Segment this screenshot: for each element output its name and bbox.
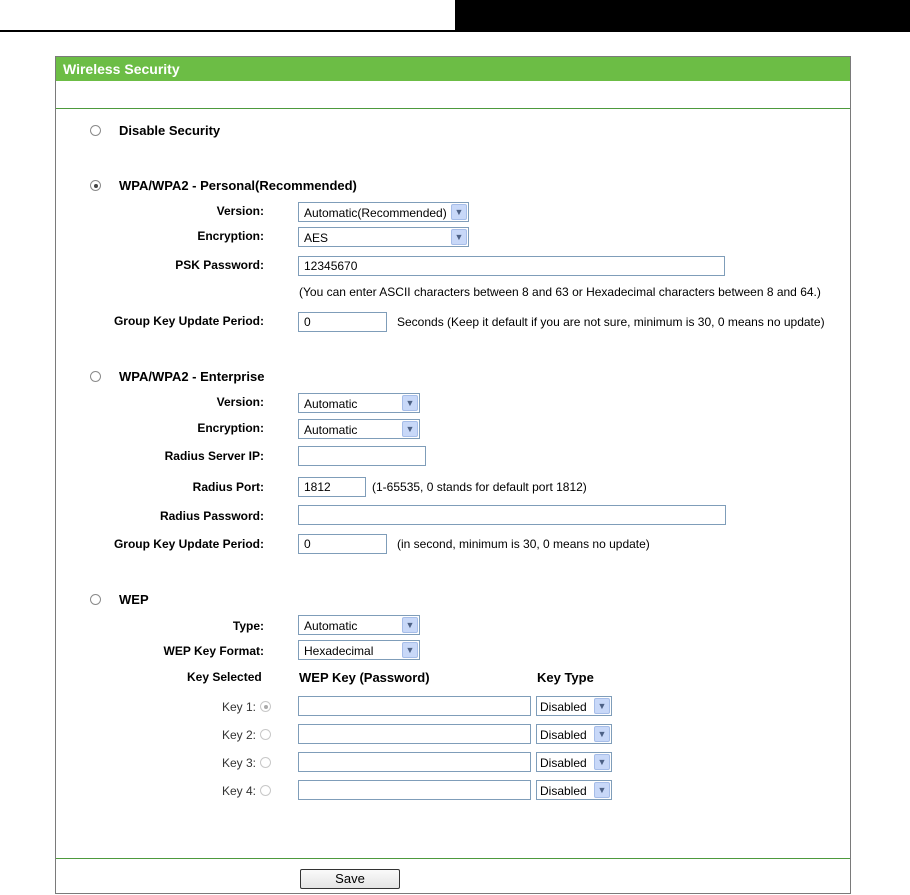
radius-port-input[interactable]: 1812 xyxy=(298,477,366,497)
col-key-selected: Key Selected xyxy=(187,670,262,684)
chevron-down-icon: ▼ xyxy=(451,204,467,220)
wpa-personal-label: WPA/WPA2 - Personal(Recommended) xyxy=(119,178,357,193)
key1-radio[interactable] xyxy=(260,701,271,712)
psk-password-label: PSK Password: xyxy=(175,258,264,272)
chevron-down-icon: ▼ xyxy=(594,698,610,714)
radius-password-label: Radius Password: xyxy=(159,509,264,523)
enterprise-encryption-value: Automatic xyxy=(304,423,358,437)
personal-version-label: Version: xyxy=(216,204,264,218)
personal-version-value: Automatic(Recommended) xyxy=(304,206,447,220)
personal-encryption-label: Encryption: xyxy=(197,229,264,243)
personal-encryption-value: AES xyxy=(304,231,329,245)
top-banner xyxy=(455,0,910,32)
top-rule xyxy=(0,30,455,32)
enterprise-encryption-label: Encryption: xyxy=(197,421,264,435)
enterprise-gkup-note: (in second, minimum is 30, 0 means no update) xyxy=(397,537,650,551)
key1-type-value: Disabled xyxy=(540,700,587,714)
wpa-enterprise-label: WPA/WPA2 - Enterprise xyxy=(119,369,265,384)
wep-label: WEP xyxy=(119,592,149,607)
chevron-down-icon: ▼ xyxy=(451,229,467,245)
key1-label: Key 1: xyxy=(221,700,256,714)
divider-bottom xyxy=(56,858,850,859)
key3-label: Key 3: xyxy=(221,756,256,770)
chevron-down-icon: ▼ xyxy=(594,726,610,742)
wpa-personal-radio[interactable] xyxy=(90,180,101,191)
chevron-down-icon: ▼ xyxy=(402,421,418,437)
personal-gkup-label: Group Key Update Period: xyxy=(113,314,264,328)
divider-top xyxy=(56,108,850,109)
personal-version-select[interactable] xyxy=(298,202,469,222)
key3-input[interactable] xyxy=(298,752,531,772)
wep-type-select[interactable] xyxy=(298,615,420,635)
enterprise-encryption-select[interactable] xyxy=(298,419,420,439)
radius-server-ip-label: Radius Server IP: xyxy=(164,449,264,463)
key3-radio[interactable] xyxy=(260,757,271,768)
key2-radio[interactable] xyxy=(260,729,271,740)
key4-type-value: Disabled xyxy=(540,784,587,798)
col-key-type: Key Type xyxy=(537,670,594,685)
wireless-security-panel xyxy=(55,56,851,894)
chevron-down-icon: ▼ xyxy=(594,754,610,770)
key1-input[interactable] xyxy=(298,696,531,716)
col-wep-key: WEP Key (Password) xyxy=(299,670,430,685)
key4-type-select[interactable] xyxy=(536,780,612,800)
wep-key-format-select[interactable] xyxy=(298,640,420,660)
personal-gkup-note: Seconds (Keep it default if you are not sure, minimum is 30, 0 means no update) xyxy=(397,315,825,329)
disable-security-radio[interactable] xyxy=(90,125,101,136)
chevron-down-icon: ▼ xyxy=(402,617,418,633)
psk-password-note: (You can enter ASCII characters between 8 and 63 or Hexadecimal characters between 8 and 64.) xyxy=(299,285,821,299)
disable-security-label: Disable Security xyxy=(119,123,221,138)
chevron-down-icon: ▼ xyxy=(402,395,418,411)
key3-type-select[interactable] xyxy=(536,752,612,772)
key4-input[interactable] xyxy=(298,780,531,800)
wep-radio[interactable] xyxy=(90,594,101,605)
radius-server-ip-input[interactable] xyxy=(298,446,426,466)
enterprise-gkup-input[interactable]: 0 xyxy=(298,534,387,554)
enterprise-version-select[interactable] xyxy=(298,393,420,413)
key4-label: Key 4: xyxy=(221,784,256,798)
enterprise-version-label: Version: xyxy=(216,395,264,409)
key4-radio[interactable] xyxy=(260,785,271,796)
wep-key-format-value: Hexadecimal xyxy=(304,644,374,658)
wep-key-format-label: WEP Key Format: xyxy=(163,644,264,658)
chevron-down-icon: ▼ xyxy=(402,642,418,658)
key1-type-select[interactable] xyxy=(536,696,612,716)
psk-password-input[interactable]: 12345670 xyxy=(298,256,725,276)
radius-password-input[interactable] xyxy=(298,505,726,525)
personal-gkup-input[interactable]: 0 xyxy=(298,312,387,332)
key2-label: Key 2: xyxy=(221,728,256,742)
save-button[interactable]: Save xyxy=(300,869,400,889)
wep-type-value: Automatic xyxy=(304,619,358,633)
chevron-down-icon: ▼ xyxy=(594,782,610,798)
key2-type-value: Disabled xyxy=(540,728,587,742)
key2-type-select[interactable] xyxy=(536,724,612,744)
radius-port-label: Radius Port: xyxy=(192,480,264,494)
personal-encryption-select[interactable] xyxy=(298,227,469,247)
wpa-enterprise-radio[interactable] xyxy=(90,371,101,382)
radius-port-note: (1-65535, 0 stands for default port 1812) xyxy=(372,480,587,494)
key2-input[interactable] xyxy=(298,724,531,744)
wep-type-label: Type: xyxy=(232,619,264,633)
key3-type-value: Disabled xyxy=(540,756,587,770)
enterprise-gkup-label: Group Key Update Period: xyxy=(113,537,264,551)
page-title: Wireless Security xyxy=(56,57,850,81)
enterprise-version-value: Automatic xyxy=(304,397,358,411)
